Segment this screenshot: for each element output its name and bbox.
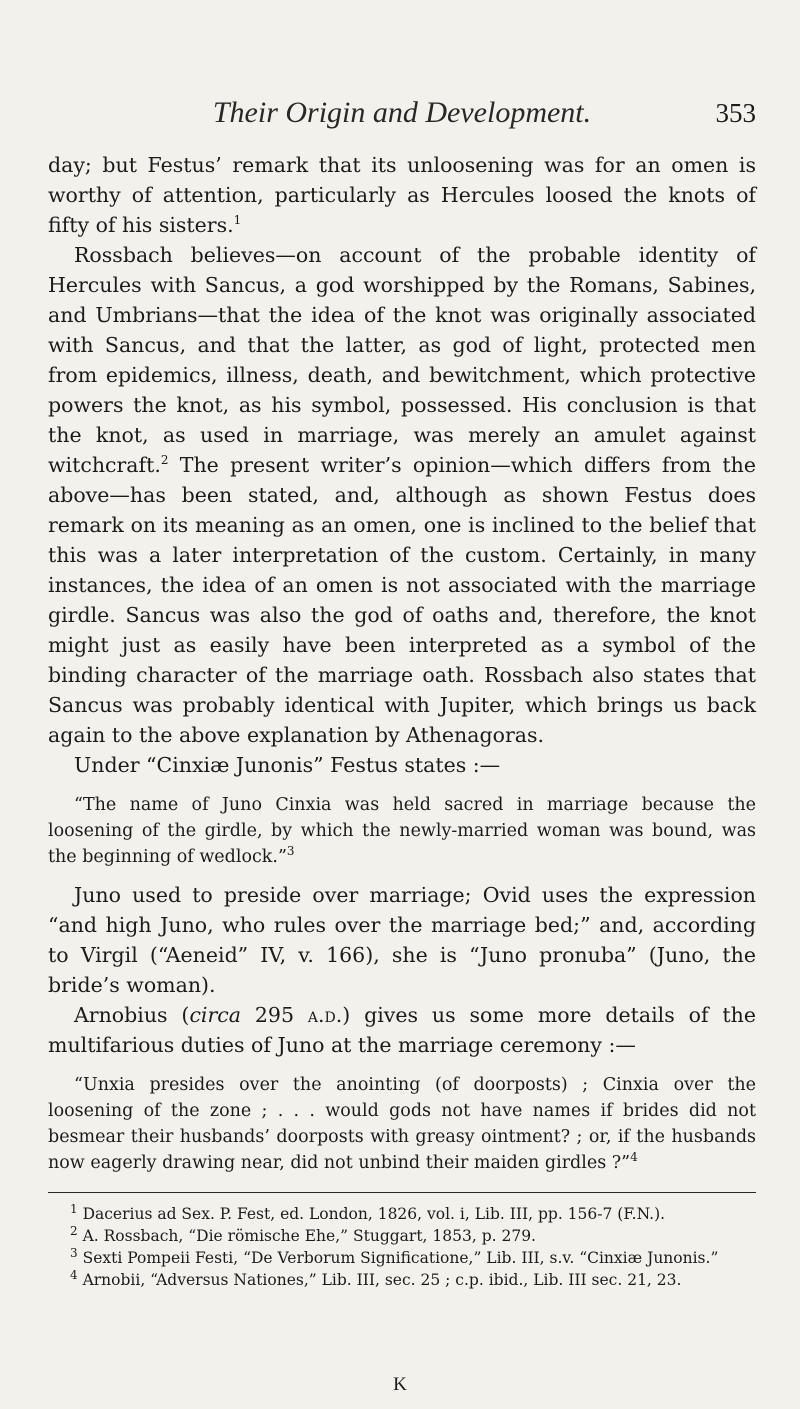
footnote-ref: 4 (630, 1150, 638, 1165)
paragraph-5: Arnobius (circa 295 a.d.) gives us some more details of the multifarious duties of Juno at the marriage ceremony :— (48, 1003, 756, 1057)
page-number: 353 (715, 98, 756, 128)
signature-mark: K (393, 1374, 407, 1395)
footnote-2: $^2$ A. Rossbach, “Die römische Ehe,” Stuggart, 1853, p. 279. (70, 1223, 536, 1245)
running-title: Their Origin and Development. (212, 96, 592, 129)
paragraph-2: Rossbach believes—on account of the probable identity of Hercules with Sancus, a god worshipped by the Romans, Sabines, and Umbrians—that the idea of the knot was originally associated with Sancus, and that the latter, as god of light, protected men from epidemics, illness, death, and bewitchment, which protective powers the knot, as his symbol, possessed. His conclusion is that the knot, as used in marriage, was merely an amulet against witchcraft.$^2$ The present writer’s opinion—which differs from the above—has been stated, and, although as shown Festus does remark on its meaning as an omen, one is inclined to the belief that this was a later interpretation of the custom. Certainly, in many instances, the idea of an omen is not associated with the marriage girdle. Sancus was also the god of oaths and, therefore, the knot might just as easily have been interpreted as a symbol of the binding character of the marriage oath. Rossbach also states that Sancus was probably identical with Jupiter, which brings us back again to the above explanation by Athenagoras. (48, 243, 756, 747)
paragraph-3: Under “Cinxiæ Junonis” Festus states :— (74, 753, 501, 777)
paragraph-4: Juno used to preside over marriage; Ovid uses the expression “and high Juno, who rules over the marriage bed;” and, according to Virgil (“Aeneid” IV, v. 166), she is “Juno pronuba” (Juno, the bride’s woman). (48, 883, 756, 997)
footnote-ref: 2 (160, 453, 169, 468)
footnote-ref: 3 (286, 844, 295, 859)
block-quote-2: “Unxia presides over the anointing (of doorposts) ; Cinxia over the loosening of the zone ; . . . would gods not have names if brides did not besmear their husbands’ doorposts with greasy ointment? ; or, if the husbands now eagerly drawing near, did not unbind their maiden girdles ?”$^4$ (48, 1075, 756, 1173)
footnote-4: $^4$ Arnobii, “Adversus Nationes,” Lib. III, sec. 25 ; c.p. ibid., Lib. III sec. 21, 23. (70, 1267, 682, 1289)
block-quote-1: “The name of Juno Cinxia was held sacred in marriage because the loosening of the girdle, by which the newly-married woman was bound, was the beginning of wedlock.”$^3$ (48, 795, 756, 867)
paragraph-1: day; but Festus’ remark that its unloosening was for an omen is worthy of attention, particularly as Hercules loosed the knots of fifty of his sisters.$^1$ (48, 153, 756, 237)
footnote-1: $^1$ Dacerius ad Sex. P. Fest, ed. London, 1826, vol. i, Lib. III, pp. 156-7 (F.N.). (70, 1201, 666, 1223)
page-header (48, 96, 756, 136)
footnote-ref: 1 (233, 213, 242, 228)
footnotes (48, 1192, 756, 1291)
body-text (48, 150, 756, 1186)
footnote-3: $^3$ Sexti Pompeii Festi, “De Verborum Significatione,” Lib. III, s.v. “Cinxiæ Junonis.” (70, 1245, 719, 1267)
